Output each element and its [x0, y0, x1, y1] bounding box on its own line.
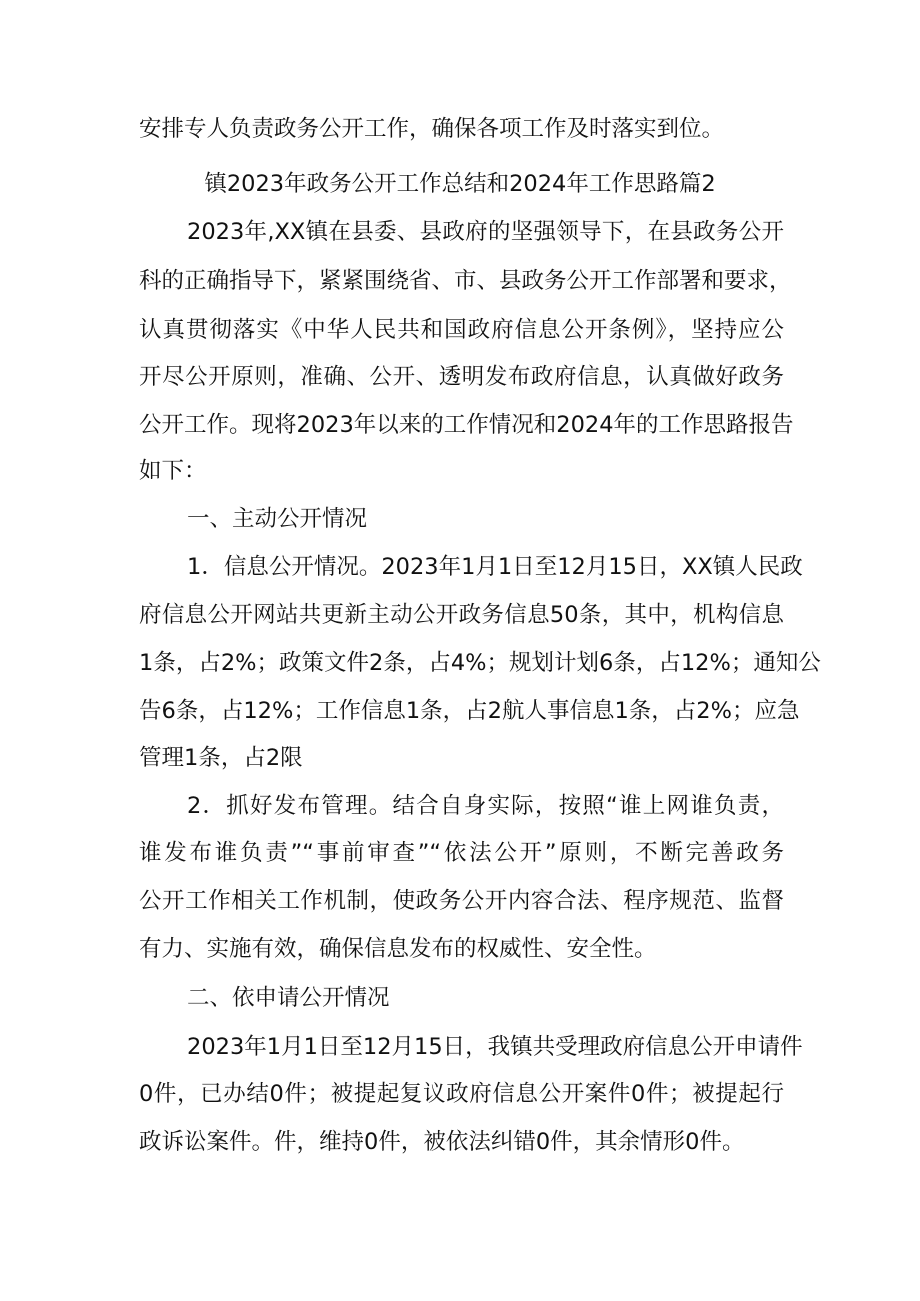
paragraph-line: 2023年,XX镇在县委、县政府的坚强领导下，在县政务公开 — [187, 219, 784, 245]
paragraph-line: 开尽公开原则，准确、公开、透明发布政府信息，认真做好政务 — [139, 364, 784, 390]
paragraph-line: 安排专人负责政务公开工作，确保各项工作及时落实到位。 — [139, 116, 725, 142]
paragraph-line: 公开工作相关工作机制，使政务公开内容合法、程序规范、监督 — [139, 888, 784, 914]
paragraph-line: 公开工作。现将2023年以来的工作情况和2024年的工作思路报告 — [139, 412, 794, 438]
paragraph-line: 2．抓好发布管理。结合自身实际，按照“谁上网谁负责， — [187, 793, 784, 819]
paragraph-line: 管理1条，占2限 — [139, 745, 303, 771]
paragraph-line: 告6条，占12%；工作信息1条，占2航人事信息1条，占2%；应急 — [139, 698, 800, 724]
paragraph-line: 谁发布谁负责”“事前审查”“依法公开”原则，不断完善政务 — [139, 840, 784, 866]
paragraph-line: 1条，占2%；政策文件2条，占4%；规划计划6条，占12%；通知公 — [139, 650, 821, 676]
paragraph-line: 有力、实施有效，确保信息发布的权威性、安全性。 — [139, 936, 657, 962]
paragraph-line: 0件，已办结0件；被提起复议政府信息公开案件0件；被提起行 — [139, 1081, 784, 1107]
heading-active-disclosure: 一、主动公开情况 — [187, 506, 368, 532]
paragraph-line: 府信息公开网站共更新主动公开政务信息50条，其中，机构信息 — [139, 602, 784, 628]
heading-request-disclosure: 二、依申请公开情况 — [187, 985, 390, 1011]
paragraph-line: 1．信息公开情况。2023年1月1日至12月15日，XX镇人民政 — [187, 554, 803, 580]
section-title: 镇2023年政务公开工作总结和2024年工作思路篇2 — [204, 171, 716, 197]
paragraph-line: 科的正确指导下，紧紧围绕省、市、县政务公开工作部署和要求， — [139, 268, 792, 294]
paragraph-line: 政诉讼案件。件，维持0件，被依法纠错0件，其余情形0件。 — [139, 1129, 745, 1155]
paragraph-line: 如下： — [139, 458, 207, 484]
paragraph-line: 认真贯彻落实《中华人民共和国政府信息公开条例》，坚持应公 — [139, 317, 784, 343]
paragraph-line: 2023年1月1日至12月15日，我镇共受理政府信息公开申请件 — [187, 1034, 803, 1060]
